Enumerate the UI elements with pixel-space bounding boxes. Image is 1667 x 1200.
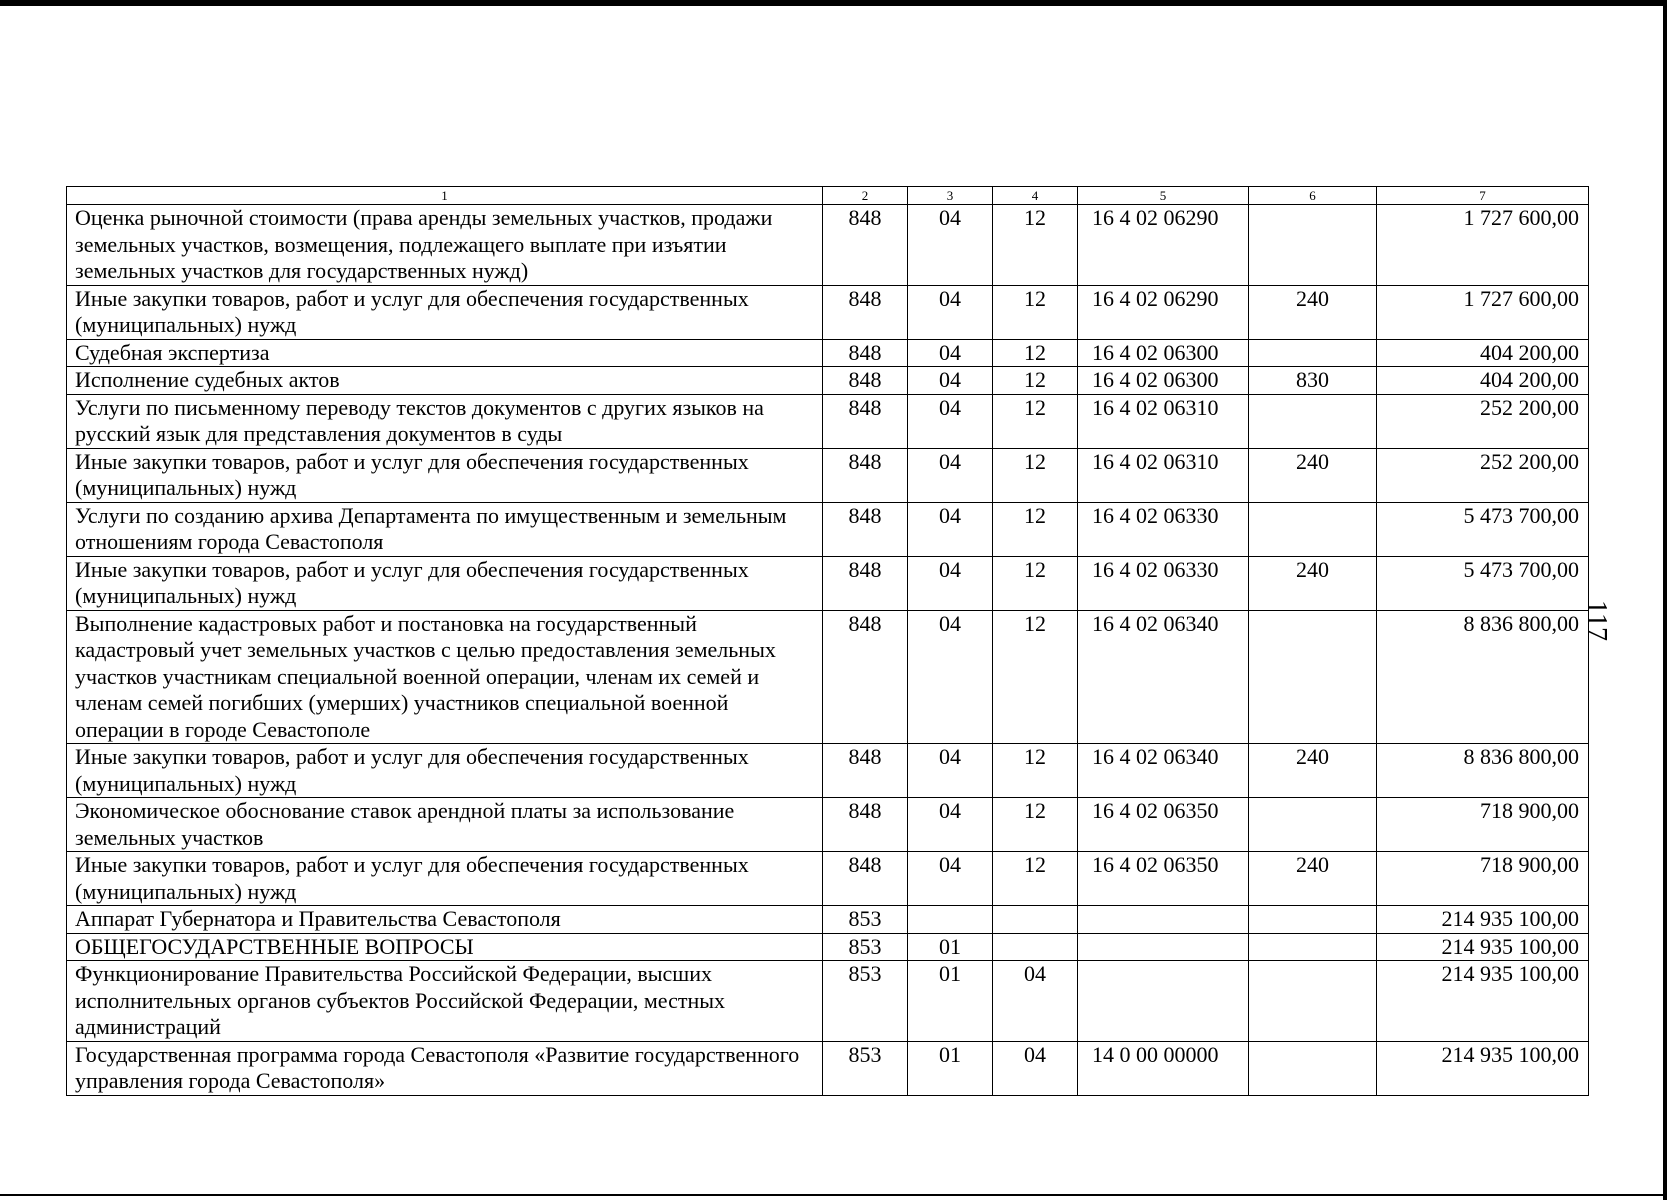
table-row xyxy=(67,961,1589,1042)
row-name-cell: Иные закупки товаров, работ и услуг для обеспечения государственных (муниципальных) нужд xyxy=(67,448,823,502)
row-section-cell: 04 xyxy=(908,205,993,286)
page-number: 117 xyxy=(1581,600,1612,641)
row-name-cell: Иные закупки товаров, работ и услуг для обеспечения государственных (муниципальных) нужд xyxy=(67,744,823,798)
row-section-cell: 04 xyxy=(908,448,993,502)
row-subsection-cell: 12 xyxy=(993,367,1078,395)
table-row xyxy=(67,394,1589,448)
row-amount-cell: 214 935 100,00 xyxy=(1377,961,1589,1042)
row-target-article-cell: 16 4 02 06330 xyxy=(1078,556,1249,610)
row-target-article-cell: 16 4 02 06350 xyxy=(1078,852,1249,906)
row-subsection-cell: 12 xyxy=(993,744,1078,798)
row-expense-type-cell xyxy=(1249,961,1377,1042)
column-header: 2 xyxy=(823,187,908,205)
row-name-cell: Услуги по письменному переводу текстов документов с других языков на русский язык для представления документов в суды xyxy=(67,394,823,448)
row-amount-cell: 252 200,00 xyxy=(1377,394,1589,448)
row-amount-cell: 5 473 700,00 xyxy=(1377,502,1589,556)
table-row xyxy=(67,339,1589,367)
row-admin-code-cell: 853 xyxy=(823,961,908,1042)
row-target-article-cell: 16 4 02 06310 xyxy=(1078,448,1249,502)
row-section-cell: 01 xyxy=(908,933,993,961)
table-row xyxy=(67,852,1589,906)
row-target-article-cell: 16 4 02 06310 xyxy=(1078,394,1249,448)
column-header: 5 xyxy=(1078,187,1249,205)
row-target-article-cell: 16 4 02 06300 xyxy=(1078,339,1249,367)
column-header: 7 xyxy=(1377,187,1589,205)
row-section-cell: 04 xyxy=(908,798,993,852)
row-name-cell: Иные закупки товаров, работ и услуг для обеспечения государственных (муниципальных) нужд xyxy=(67,852,823,906)
row-target-article-cell xyxy=(1078,906,1249,934)
scan-top-border xyxy=(0,0,1667,6)
row-target-article-cell: 16 4 02 06350 xyxy=(1078,798,1249,852)
row-admin-code-cell: 848 xyxy=(823,205,908,286)
row-subsection-cell: 12 xyxy=(993,285,1078,339)
table-row xyxy=(67,556,1589,610)
row-amount-cell: 8 836 800,00 xyxy=(1377,744,1589,798)
row-admin-code-cell: 848 xyxy=(823,610,908,744)
row-amount-cell: 718 900,00 xyxy=(1377,798,1589,852)
column-header: 3 xyxy=(908,187,993,205)
row-expense-type-cell xyxy=(1249,906,1377,934)
row-amount-cell: 404 200,00 xyxy=(1377,339,1589,367)
row-amount-cell: 718 900,00 xyxy=(1377,852,1589,906)
row-section-cell: 04 xyxy=(908,339,993,367)
row-amount-cell: 252 200,00 xyxy=(1377,448,1589,502)
row-admin-code-cell: 848 xyxy=(823,798,908,852)
row-admin-code-cell: 853 xyxy=(823,933,908,961)
row-expense-type-cell xyxy=(1249,394,1377,448)
row-subsection-cell: 12 xyxy=(993,205,1078,286)
row-subsection-cell: 12 xyxy=(993,448,1078,502)
row-admin-code-cell: 848 xyxy=(823,339,908,367)
row-expense-type-cell: 240 xyxy=(1249,285,1377,339)
row-amount-cell: 1 727 600,00 xyxy=(1377,205,1589,286)
row-admin-code-cell: 848 xyxy=(823,448,908,502)
row-admin-code-cell: 853 xyxy=(823,1041,908,1095)
row-target-article-cell: 14 0 00 00000 xyxy=(1078,1041,1249,1095)
row-expense-type-cell: 830 xyxy=(1249,367,1377,395)
row-expense-type-cell xyxy=(1249,205,1377,286)
table-row xyxy=(67,798,1589,852)
row-expense-type-cell xyxy=(1249,502,1377,556)
row-target-article-cell: 16 4 02 06290 xyxy=(1078,285,1249,339)
row-subsection-cell: 12 xyxy=(993,610,1078,744)
row-subsection-cell: 12 xyxy=(993,394,1078,448)
row-name-cell: Оценка рыночной стоимости (права аренды земельных участков, продажи земельных участков, возмещения, подлежащего выплате при изъятии земельных участков для государственных нужд) xyxy=(67,205,823,286)
row-expense-type-cell: 240 xyxy=(1249,448,1377,502)
row-subsection-cell: 12 xyxy=(993,339,1078,367)
row-name-cell: Экономическое обоснование ставок арендной платы за использование земельных участков xyxy=(67,798,823,852)
row-expense-type-cell xyxy=(1249,610,1377,744)
table-row xyxy=(67,448,1589,502)
row-name-cell: Функционирование Правительства Российской Федерации, высших исполнительных органов субъектов Российской Федерации, местных администраций xyxy=(67,961,823,1042)
row-amount-cell: 214 935 100,00 xyxy=(1377,1041,1589,1095)
row-section-cell: 04 xyxy=(908,556,993,610)
row-name-cell: ОБЩЕГОСУДАРСТВЕННЫЕ ВОПРОСЫ xyxy=(67,933,823,961)
row-name-cell: Судебная экспертиза xyxy=(67,339,823,367)
row-amount-cell: 214 935 100,00 xyxy=(1377,906,1589,934)
row-section-cell: 04 xyxy=(908,852,993,906)
row-expense-type-cell: 240 xyxy=(1249,852,1377,906)
row-expense-type-cell xyxy=(1249,339,1377,367)
row-name-cell: Аппарат Губернатора и Правительства Севастополя xyxy=(67,906,823,934)
scan-right-border xyxy=(1663,0,1667,1200)
table-row xyxy=(67,610,1589,744)
row-expense-type-cell: 240 xyxy=(1249,744,1377,798)
row-subsection-cell: 12 xyxy=(993,502,1078,556)
row-admin-code-cell: 848 xyxy=(823,367,908,395)
row-admin-code-cell: 848 xyxy=(823,502,908,556)
column-number-row xyxy=(67,187,1589,205)
row-name-cell: Услуги по созданию архива Департамента по имущественным и земельным отношениям города Севастополя xyxy=(67,502,823,556)
row-expense-type-cell xyxy=(1249,798,1377,852)
row-subsection-cell: 12 xyxy=(993,852,1078,906)
row-admin-code-cell: 853 xyxy=(823,906,908,934)
row-name-cell: Государственная программа города Севастополя «Развитие государственного управления города Севастополя» xyxy=(67,1041,823,1095)
row-subsection-cell xyxy=(993,933,1078,961)
row-section-cell: 01 xyxy=(908,1041,993,1095)
row-section-cell: 04 xyxy=(908,744,993,798)
row-section-cell: 04 xyxy=(908,610,993,744)
row-section-cell: 04 xyxy=(908,367,993,395)
row-name-cell: Иные закупки товаров, работ и услуг для обеспечения государственных (муниципальных) нужд xyxy=(67,556,823,610)
row-section-cell xyxy=(908,906,993,934)
row-expense-type-cell xyxy=(1249,1041,1377,1095)
row-name-cell: Иные закупки товаров, работ и услуг для обеспечения государственных (муниципальных) нужд xyxy=(67,285,823,339)
row-target-article-cell xyxy=(1078,933,1249,961)
scan-bottom-rule xyxy=(0,1194,1667,1196)
row-subsection-cell: 12 xyxy=(993,556,1078,610)
column-header: 1 xyxy=(67,187,823,205)
row-subsection-cell: 04 xyxy=(993,1041,1078,1095)
row-target-article-cell xyxy=(1078,961,1249,1042)
row-amount-cell: 8 836 800,00 xyxy=(1377,610,1589,744)
row-section-cell: 04 xyxy=(908,394,993,448)
row-target-article-cell: 16 4 02 06290 xyxy=(1078,205,1249,286)
table-row xyxy=(67,933,1589,961)
row-target-article-cell: 16 4 02 06340 xyxy=(1078,744,1249,798)
row-amount-cell: 214 935 100,00 xyxy=(1377,933,1589,961)
table-row xyxy=(67,502,1589,556)
row-admin-code-cell: 848 xyxy=(823,285,908,339)
row-target-article-cell: 16 4 02 06340 xyxy=(1078,610,1249,744)
table-row xyxy=(67,906,1589,934)
row-section-cell: 04 xyxy=(908,502,993,556)
row-target-article-cell: 16 4 02 06300 xyxy=(1078,367,1249,395)
row-section-cell: 04 xyxy=(908,285,993,339)
row-target-article-cell: 16 4 02 06330 xyxy=(1078,502,1249,556)
budget-table xyxy=(66,186,1589,1096)
table-row xyxy=(67,744,1589,798)
row-admin-code-cell: 848 xyxy=(823,556,908,610)
row-expense-type-cell: 240 xyxy=(1249,556,1377,610)
row-subsection-cell: 04 xyxy=(993,961,1078,1042)
row-subsection-cell: 12 xyxy=(993,798,1078,852)
table-row xyxy=(67,285,1589,339)
table-row xyxy=(67,205,1589,286)
row-name-cell: Исполнение судебных актов xyxy=(67,367,823,395)
row-name-cell: Выполнение кадастровых работ и постановка на государственный кадастровый учет земельных участков с целью предоставления земельных участков участникам специальной военной операции, членам их семей и членам семей погибших (умерших) участников специальной военной операции в городе Севастополе xyxy=(67,610,823,744)
row-amount-cell: 1 727 600,00 xyxy=(1377,285,1589,339)
row-amount-cell: 404 200,00 xyxy=(1377,367,1589,395)
row-admin-code-cell: 848 xyxy=(823,744,908,798)
table-row xyxy=(67,1041,1589,1095)
row-expense-type-cell xyxy=(1249,933,1377,961)
row-section-cell: 01 xyxy=(908,961,993,1042)
row-admin-code-cell: 848 xyxy=(823,852,908,906)
table-row xyxy=(67,367,1589,395)
row-amount-cell: 5 473 700,00 xyxy=(1377,556,1589,610)
row-subsection-cell xyxy=(993,906,1078,934)
row-admin-code-cell: 848 xyxy=(823,394,908,448)
column-header: 6 xyxy=(1249,187,1377,205)
column-header: 4 xyxy=(993,187,1078,205)
